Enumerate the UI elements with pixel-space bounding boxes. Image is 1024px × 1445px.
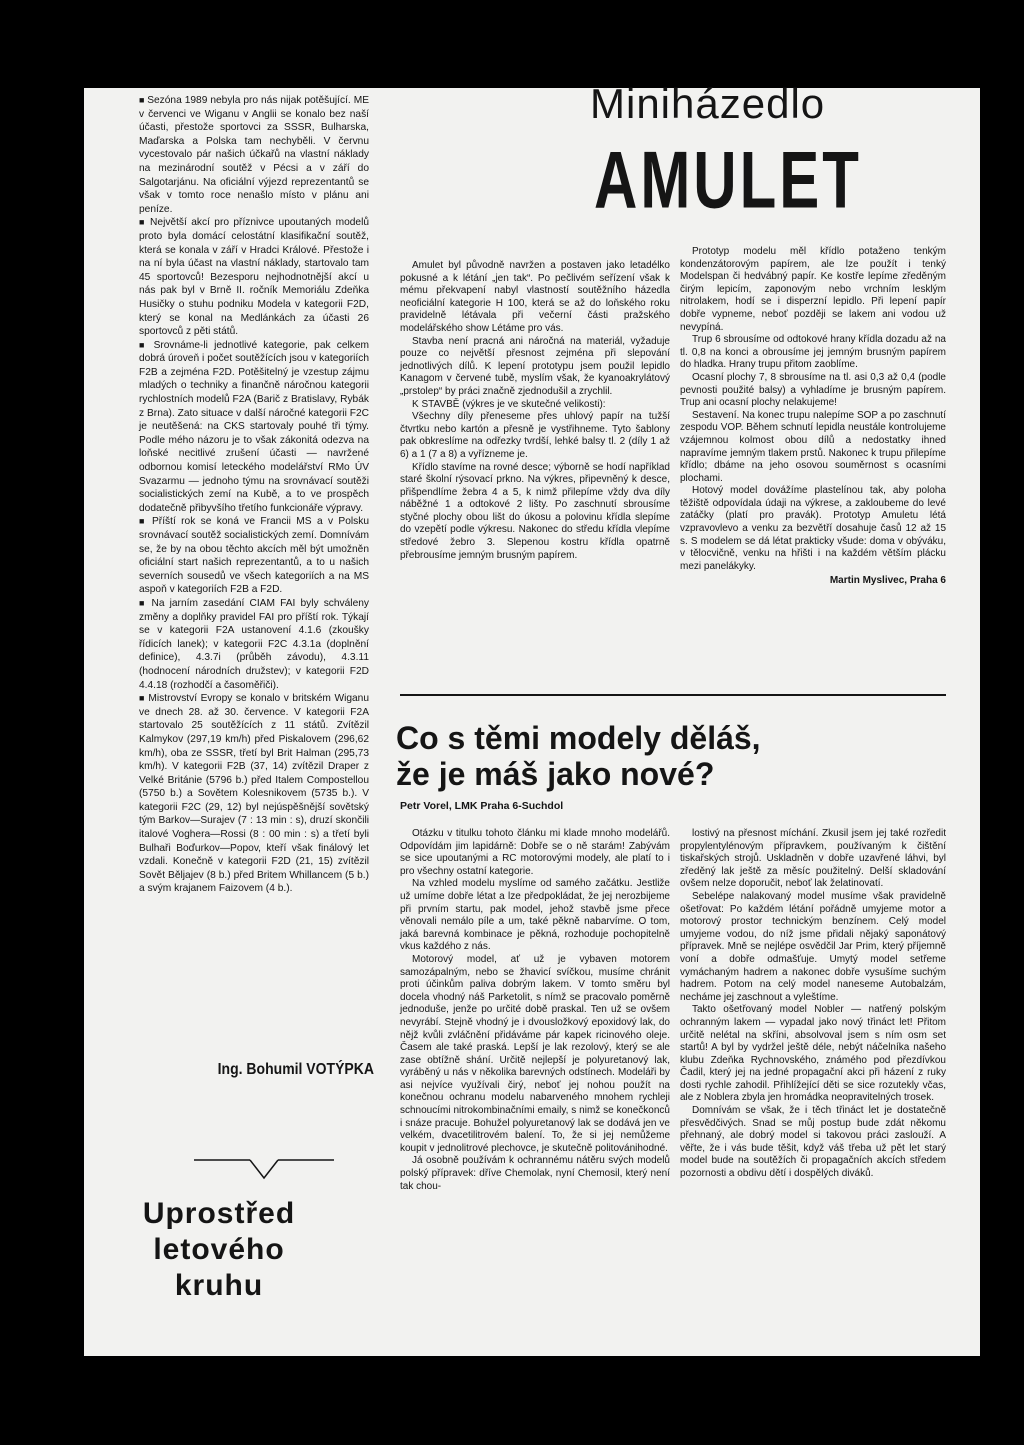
amulet-column-1 bbox=[400, 260, 670, 562]
amulet-column-2 bbox=[680, 246, 946, 588]
models-paragraph: Na vzhled modelu myslíme od samého začátku. Jestliže už umíme dobře létat a lze předpokládat, že jej nerozbijeme při prvním startu, pak model, jehož stavbě jsme přece věnovali nemálo píle a um, také pěkně nabarvíme. O tom, jaká barevná kombinace je pěkná, rozhoduje pochopitelně vkus každého z nás. bbox=[400, 878, 670, 953]
amulet-paragraph: Sestavení. Na konec trupu nalepíme SOP a po zaschnutí zespodu VOP. Během schnutí lepidla neustále kontrolujeme vzájemnou kolmost obou dílů a nedostatky ihned napravíme jemným tlakem prstů. Nakonec k trupu přilepíme křídlo; dbáme na jeho osovou souměrnost s ocasními plochami. bbox=[680, 409, 946, 484]
section-divider bbox=[400, 694, 946, 696]
models-paragraph: Já osobně používám k ochrannému nátěru svých modelů polský přípravek: dříve Chemolak, nyní Chemosil, který není tak chou- bbox=[400, 1155, 670, 1192]
left-paragraph bbox=[139, 216, 369, 338]
bullet-icon: ■ bbox=[139, 95, 148, 105]
amulet-kicker: Miniházedlo bbox=[590, 80, 826, 127]
models-paragraph: lostivý na přesnost míchání. Zkusil jsem jej také rozředit propylentylénovým přípravkem, používaným k čištění tiskařských strojů. Uskladněn v dobře uzavřené láhvi, byl zředěný lak ještě za měsíc použitelný. Delší skladování ovšem nelze doporučit, neboť lak želatinovatí. bbox=[680, 828, 946, 890]
amulet-title: AMULET bbox=[594, 134, 862, 226]
paragraph-text: Srovnáme-li jednotlivé kategorie, pak celkem dobrá úroveň i počet soutěžících jsou v kategoriích F2B a zejména F2D. Potěšitelný je vzestup zájmu mladých o techniky a finančně náročnou kategorii rychlostních modelů F2A (Barič z Bratislavy, Rybák z Brna). Zato situace v další náročné kategorii F2C je neutěšená: na CKS startovaly pouhé tři týmy. Podle mého názoru je to však zákonitá odezva na loňské necitlivé zrušení účasti — navržené odbornou komisí leteckého modelářství RMo ÚV Svazarmu — jednoho týmu na srovnávací soutěži socialistických zemí na Kubě, a to ve prospěch dodatečně přibyvšího třetího funkcionáře výpravy. bbox=[139, 339, 369, 514]
rubric-title bbox=[84, 1196, 354, 1304]
models-paragraph: Takto ošetřovaný model Nobler — natřený polským ochranným lakem — vypadal jako nový třináct let! Přitom určitě nelétal na skříni, absolvoval jsem s ním osm set startů! A byl by vydržel ještě déle, nebýt náčelníka našeho klubu Zdeňka Rychnovského, známého pod přezdívkou Čadil, který jej na jedné propagační akci při házení z ruky dosti rychle zahodil. Přihlížející děti se sice rozutekly včas, ale z Noblera zbyla jen hromádka neopravitelných trosek. bbox=[680, 1004, 946, 1104]
bullet-icon: ■ bbox=[139, 693, 149, 704]
paragraph-text: Sezóna 1989 nebyla pro nás nijak potěšující. ME v červenci ve Wiganu v Anglii se konalo bez naší účasti, přestože sportovci za SSSR, Bulharska, Maďarska a Polska tam nechyběli. V červnu vycestovalo pár našich účkařů na vlastní náklady na mezinárodní soutěž v Pécsi a v září do Salgotarjánu. Na oficiální výjezd reprezentantů se však v tomto roce nenašlo místo v plánu ani peníze. bbox=[139, 95, 369, 215]
models-column-2 bbox=[680, 828, 946, 1181]
amulet-paragraph: Stavba není pracná ani náročná na materiál, vyžaduje pouze co největší přesnost zejména při slepování jednotlivých dílů. K lepení prototypu jsem použil lepidlo Kanagom v červené tubě, myslím však, že kyanoakrylátový „prstolep“ by práci značně zjednodušil a zrychlil. bbox=[400, 335, 670, 397]
left-paragraph bbox=[139, 597, 369, 692]
amulet-paragraph: Křídlo stavíme na rovné desce; výborně se hodí například staré školní rýsovací prkno. Na výkres, připevněný k desce, přišpendlíme žebra 4 a 5, k nimž přilepíme vždy dva díly náběžné 1 a odtokové 2 lišty. Po zaschnutí sbrousíme styčné plochy obou lišt do úkosu a polovinu křídla slepíme do vzepětí podle výkresu. Nakonec do středu křídla vlepíme středové žebro 3. Slepenou kostru křídla opatrně přebrousíme jemným brusným papírem. bbox=[400, 461, 670, 561]
models-title-line-2: že je máš jako nové? bbox=[396, 756, 715, 792]
amulet-paragraph: K STAVBĚ (výkres je ve skutečné velikosti): bbox=[412, 398, 606, 410]
paragraph-text: Mistrovství Evropy se konalo v britském Wiganu ve dnech 28. až 30. července. V kategorii F2A startovalo 25 soutěžících z 11 států. Zvítězil Kalmykov (297,19 km/h) před Piskalovem (296,62 km/h), oba ze SSSR, třetí byl Brit Halman (295,73 km/h). V kategorii F2B (37, 14) zvítězil Draper z Velké Británie (5796 b.) před Italem Compostellou (5750 b.) a Sovětem Kolesnikovem (5735 b.). V kategorii F2C (29, 12) byl nejúspěšnější sovětský tým Barkov—Surajev (7 : 13 min : s), druzí skončili italové Voghera—Rossi (8 : 00 min : s) a třetí byli Bulhaři Boďurkov—Popov, kteří však finálový let vzdali. Konečně v kategorii F2D (21, 15) zvítězil Sovět Běljajev (8 b.) před Britem Whillancem (5 b.) a svým krajanem Faizovem (4 b.). bbox=[139, 693, 369, 895]
magazine-page bbox=[84, 80, 980, 1356]
paragraph-text: Příští rok se koná ve Francii MS a v Polsku srovnávací soutěž socialistických zemí. Domnívám se, že by na obou těchto akcích měl být umožněn oficiální start našich reprezentantů, a to u našich severních sousedů ve všech kategoriích a na MS aspoň v kategoriích F2B a F2D. bbox=[139, 516, 370, 596]
paragraph-text: Na jarním zasedání CIAM FAI byly schváleny změny a doplňky pravidel FAI pro příští rok. Týkají se v kategorii F2A ustanovení 4.1.6 (zkoušky řídicích lanek); v kategorii F2C 4.3.1a (doplnění definice), 4.3.7i (průběh závodu), 4.3.11 (hodnocení národních družstev); v kategorii F2D 4.4.18 (rozhodčí a časoměřiči). bbox=[139, 597, 369, 691]
magazine-footer: MODELÁŘ · 12/1989 · 356 bbox=[764, 1342, 933, 1358]
models-paragraph: Domnívám se však, že i těch třináct let je dostatečně přesvědčivých. Snad se můj postup bude zdát někomu přehnaný, ale dobrý model si takovou práci zaslouží. A věřte, že i vás bude těšit, když váš třeba už pět let starý model bude na soutěžích či propagačních akcích středem pozornosti a obdivu dětí i dospělých diváků. bbox=[680, 1105, 946, 1180]
amulet-paragraph: Hotový model dovážíme plastelínou tak, aby poloha těžiště odpovídala údaji na výkrese, a zakloubeme do levé zatáčky (platí pro pravák). Prototyp Amuletu létá vzpravovlevo a venku za bezvětří dosahuje časů 12 až 15 s. S modelem se dá létat prakticky všude: doma v obýváku, v tělocvičně, venku na hřišti i na každém větším plácku mezi panelákyky. bbox=[680, 485, 946, 572]
amulet-author: Martin Myslivec, Praha 6 bbox=[829, 575, 946, 587]
models-paragraph: Motorový model, ať už je vybaven motorem samozápalným, nebo se žhavicí svíčkou, musíme chránit proti účinkům paliva dobrým lakem. V tomto směru byl docela vhodný náš Parketolit, s nímž se pracovalo poměrně jednoduše, jenže po určité době praskal. Ten už se ovšem nevyrábí. Stejně vhodný je i dvousložkový epoxidový lak, do nějž kvůli zvláčnění přidáváme pár kapek ricinového oleje. Časem ale také praská. Lepší je lak rezolový, který se ale zase obtížně shání. Určitě nejlepší je polyuretanový lak, vyráběný u nás v několika barevných odstínech. Modeláři by asi nejvíce využívali čirý, neboť jej nohou použít na konečnou ochranu modelu nabarveného mnohem rychleji schnoucími nitrokombinačními emaily, s nimž se konečkonců i snáze pracuje. Bohužel polyuretanový lak se dodává jen ve velkém, dvacetilitrovém balení. To, že si jej nemůžeme koupit v jednolitrové plechovce, je skutečně politovánihodné. bbox=[400, 953, 670, 1154]
bullet-icon: ■ bbox=[139, 217, 151, 228]
models-title bbox=[396, 720, 956, 792]
amulet-paragraph: Všechny díly přeneseme přes uhlový papír na tužší čtvrtku nebo kartón a přesně je vystřihneme. Tyto šablony pak obkreslíme na odřezky tvrdší, lehké balsy tl. 2 (díly 1 až 6) a 1 (7 a 8) a vyřízneme je. bbox=[400, 411, 670, 460]
models-paragraph: Otázku v titulku tohoto článku mi klade mnoho modelářů. Odpovídám jim lapidárně: Dobře se o ně starám! Zabývám se sice upoutanými a RC motorovými modely, ale platí to i pro všechny ostatní kategorie. bbox=[400, 828, 670, 877]
left-article-text bbox=[139, 94, 369, 896]
left-paragraph bbox=[139, 339, 369, 516]
paragraph-text: Největší akcí pro příznivce upoutaných modelů proto byla domácí celostátní klasifikační soutěž, která se konala v září v Hradci Králové. Přestože i na ní byla účast na vlastní náklady, startovalo tam 45 sportovců! Bezesporu nejhodnotnější akcí u nás pak byl v Brně II. ročník Memoriálu Zdeňka Husičky o stuhu podniku Modela v kategorii F2D, který se konal na Medlánkách za účasti 26 sportovců z pěti států. bbox=[139, 217, 370, 338]
amulet-paragraph: Amulet byl původně navržen a postaven jako letadélko pokusné a k létání „jen tak“. Po pečlivém seřízení však k mému překvapení nabyl vlastností soutěžního házedla neoficiální kategorie H 100, která se až do loňského roku pravidelně létávala při večerní části pražského modelářského show Létáme pro vás. bbox=[400, 260, 670, 334]
amulet-paragraph: Ocasní plochy 7, 8 sbrousíme na tl. asi 0,3 až 0,4 (podle pevnosti použité balsy) a vyhladíme je brusným papírem. Trup ani ocasní plochy nelakujeme! bbox=[680, 371, 946, 409]
amulet-paragraph: Trup 6 sbrousíme od odtokové hrany křídla dozadu až na tl. 0,8 na konci a obrousíme jej jemným brusným papírem do hladka. Hrany trupu přitom zaoblíme. bbox=[680, 334, 946, 371]
models-paragraph: Sebelépe nalakovaný model musíme však pravidelně ošetřovat: Po každém létání pořádně umyjeme motor a motorový prostor technickým benzínem. Celý model umyjeme vodou, do níž jsme přidali nějaký saponátový přípravek. Mně se nejlépe osvědčil Jar Prim, který příjemně voní a dobře odmašťuje. Umytý model setřeme vymáchaným hadrem a nakonec dobře vysušíme suchým hadrem. Potom na celý model naneseme Autobalzám, necháme jej zaschnout a vyleštíme. bbox=[680, 890, 946, 1003]
models-title-line-1: Co s těmi modely děláš, bbox=[396, 720, 761, 756]
bullet-icon: ■ bbox=[139, 516, 153, 527]
left-paragraph bbox=[139, 692, 369, 896]
rubric-line: Uprostřed letového kruhu bbox=[142, 1197, 296, 1302]
models-column-1 bbox=[400, 828, 670, 1193]
models-byline: Petr Vorel, LMK Praha 6-Suchdol bbox=[400, 800, 564, 812]
bullet-icon: ■ bbox=[139, 339, 154, 350]
amulet-paragraph: Prototyp modelu měl křídlo potaženo tenkým kondenzátorovým papírem, ale lze použít i tenký Modelspan či hedvábný papír. Ke kostře lepíme zředěným čirým lepicím, zaponovým nebo vrchním lesklým nitrolakem, hodí se i disperzní lepidlo. Při lepení papír dobře vypneme, neboť později se lakem ani vodou už nevypíná. bbox=[680, 246, 946, 333]
bullet-icon: ■ bbox=[139, 597, 152, 608]
left-paragraph bbox=[139, 94, 369, 216]
page-number: 4 bbox=[106, 1330, 123, 1363]
left-article-author: Ing. Bohumil VOTÝPKA bbox=[217, 1058, 374, 1078]
left-paragraph bbox=[139, 515, 369, 597]
checkmark-ornament bbox=[194, 1158, 334, 1182]
